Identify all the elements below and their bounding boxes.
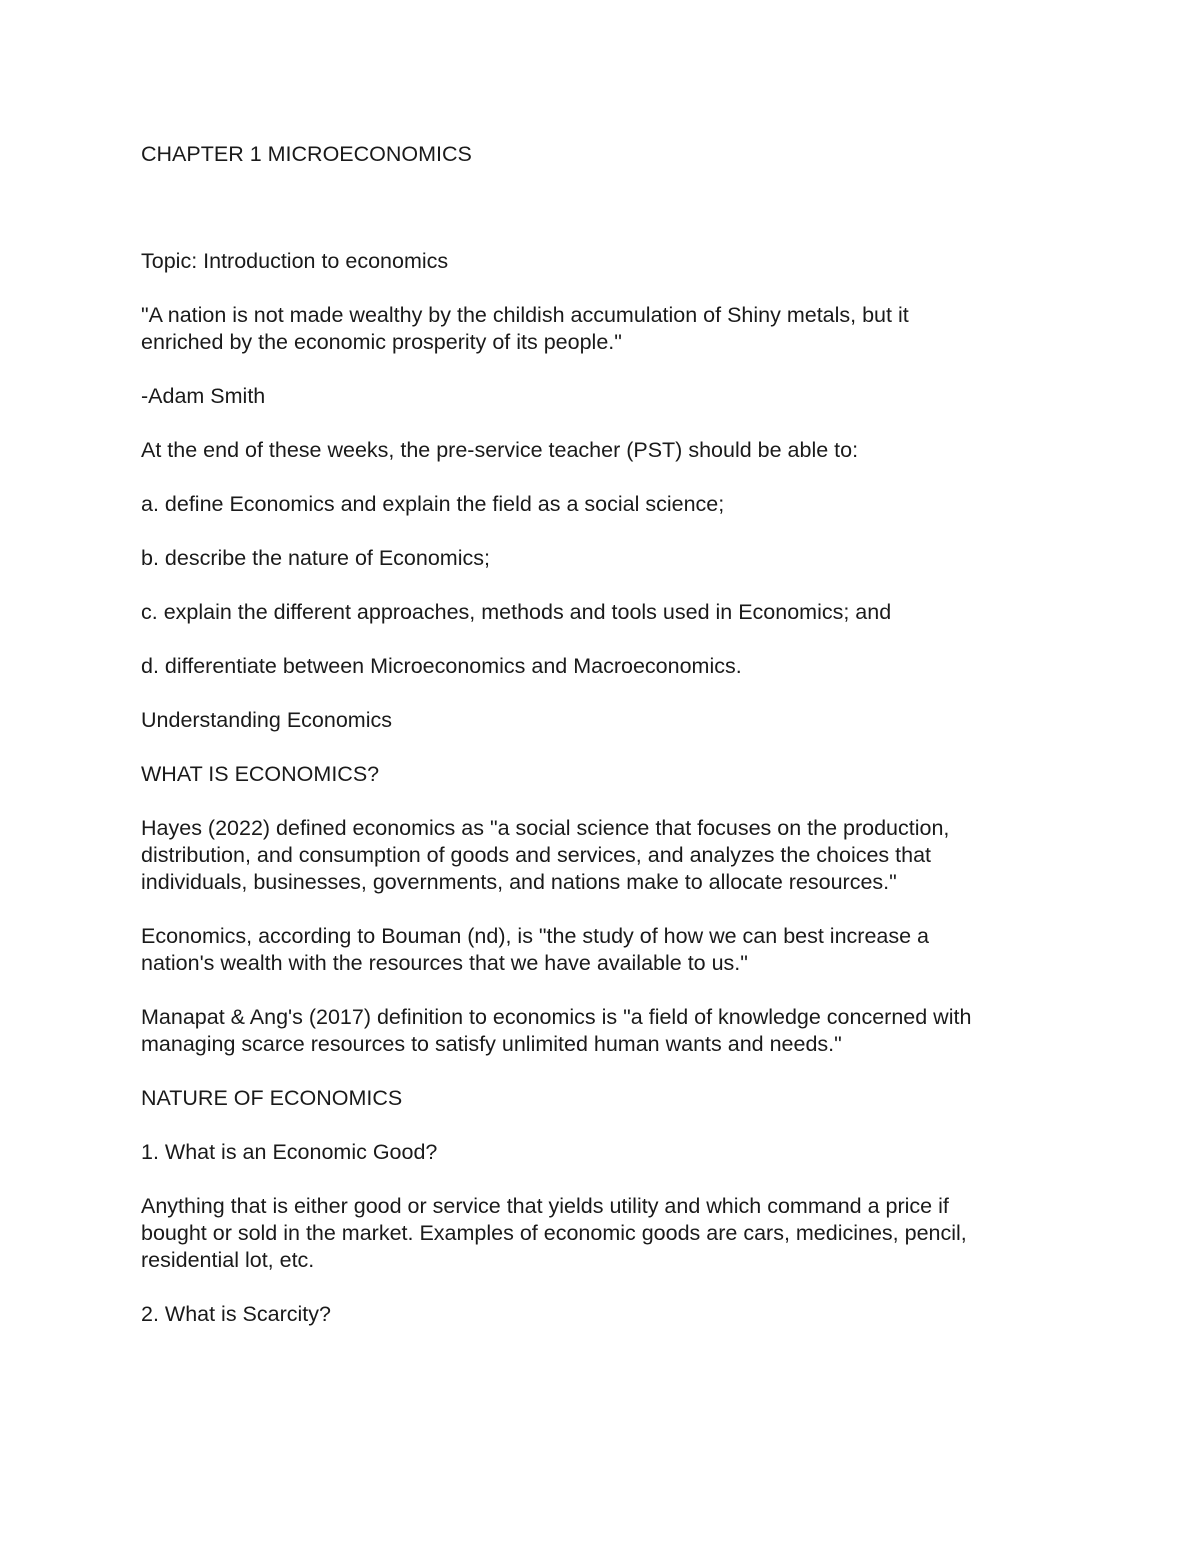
question-scarcity: 2. What is Scarcity? bbox=[141, 1302, 331, 1326]
topic-line: Topic: Introduction to economics bbox=[141, 249, 449, 273]
objective-item: c. explain the different approaches, methods and tools used in Economics; and bbox=[141, 600, 892, 624]
answer-economic-good: Anything that is either good or service that yields utility and which command a price if bought or sold in the market. Examples of economic goods are cars, medicines, pencil, residential lot, etc. bbox=[141, 1194, 967, 1272]
section-heading-what-is: WHAT IS ECONOMICS? bbox=[141, 762, 380, 786]
document-body bbox=[141, 141, 1071, 1355]
section-heading-understanding: Understanding Economics bbox=[141, 708, 392, 732]
objectives-intro: At the end of these weeks, the pre-service teacher (PST) should be able to: bbox=[141, 438, 859, 462]
question-economic-good: 1. What is an Economic Good? bbox=[141, 1140, 438, 1164]
definition-hayes: Hayes (2022) defined economics as "a social science that focuses on the production, distribution, and consumption of goods and services, and analyzes the choices that individuals, businesses, governments, and nations make to allocate resources." bbox=[141, 816, 950, 894]
objective-item: a. define Economics and explain the field as a social science; bbox=[141, 492, 725, 516]
chapter-title: CHAPTER 1 MICROECONOMICS bbox=[141, 142, 472, 166]
definition-manapat: Manapat & Ang's (2017) definition to economics is "a field of knowledge concerned with managing scarce resources to satisfy unlimited human wants and needs." bbox=[141, 1005, 972, 1056]
objective-item: b. describe the nature of Economics; bbox=[141, 546, 490, 570]
objective-item: d. differentiate between Microeconomics and Macroeconomics. bbox=[141, 654, 742, 678]
quote-author: -Adam Smith bbox=[141, 384, 266, 408]
definition-bouman: Economics, according to Bouman (nd), is "the study of how we can best increase a nation's wealth with the resources that we have available to us." bbox=[141, 924, 930, 975]
opening-quote: "A nation is not made wealthy by the childish accumulation of Shiny metals, but it enriched by the economic prosperity of its people." bbox=[141, 303, 909, 354]
section-heading-nature: NATURE OF ECONOMICS bbox=[141, 1086, 403, 1110]
